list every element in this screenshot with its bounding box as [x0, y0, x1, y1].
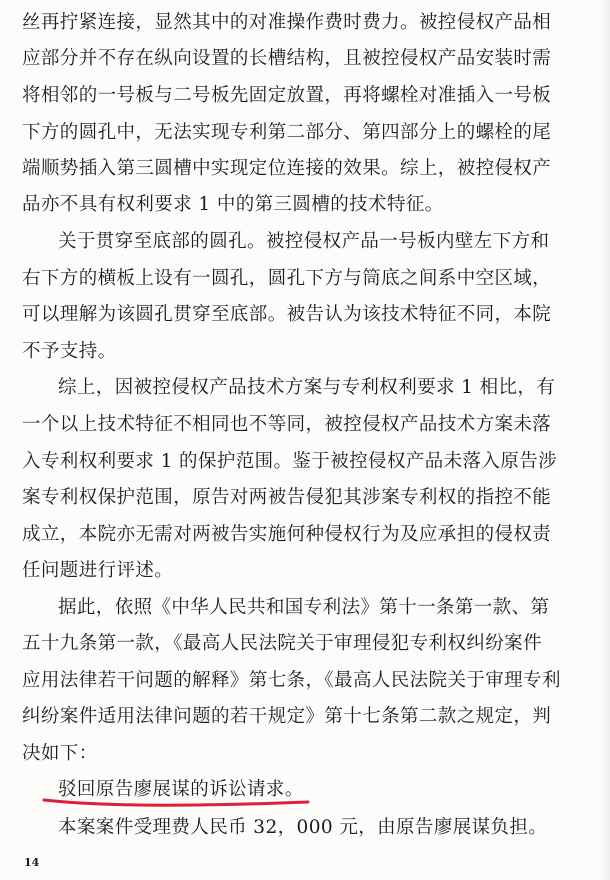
text-line: 本案案件受理费人民币 32，000 元，由原告廖展谋负担。 — [58, 817, 548, 838]
text-line: 将相邻的一号板与二号板先固定放置，再将螺栓对准插入一号板 — [22, 85, 552, 106]
text-line: 应用法律若干问题的解释》第七条，《最高人民法院关于审理专利 — [22, 670, 561, 691]
text-line: 丝再拧紧连接，显然其中的对准操作费时费力。被控侵权产品相 — [22, 12, 552, 33]
text-line: 决如下： — [22, 743, 98, 764]
judgment-ruling-line: 驳回原告廖展谋的诉讼请求。 — [58, 779, 304, 800]
text-line: 一个以上技术特征不相同也不等同，被控侵权产品技术方案未落 — [22, 414, 552, 435]
text-line: 不予支持。 — [22, 341, 117, 362]
text-line: 关于贯穿至底部的圆孔。被控侵权产品一号板内壁左下方和 — [58, 231, 550, 252]
page-number: 14 — [24, 856, 40, 869]
text-line: 案专利权保护范围，原告对两被告侵犯其涉案专利权的指控不能 — [22, 487, 552, 508]
text-line: 成立，本院亦无需对两被告实施何种侵权行为及应承担的侵权责 — [22, 524, 552, 545]
text-line: 综上，因被控侵权产品技术方案与专利权利要求 1 相比，有 — [58, 377, 556, 398]
text-line: 纠纷案件适用法律问题的若干规定》第十七条第二款之规定，判 — [22, 706, 552, 727]
text-line: 右下方的横板上设有一圆孔，圆孔下方与筒底之间系中空区域， — [22, 268, 552, 289]
text-line: 下方的圆孔中，无法实现专利第二部分、第四部分上的螺栓的尾 — [22, 122, 552, 143]
text-line: 可以理解为该圆孔贯穿至底部。被告认为该技术特征不同，本院 — [22, 304, 552, 325]
paper-edge-shadow — [598, 0, 610, 880]
text-line: 据此，依照《中华人民共和国专利法》第十一条第一款、第 — [58, 597, 550, 618]
text-line: 端顺势插入第三圆槽中实现定位连接的效果。综上，被控侵权产 — [22, 158, 552, 179]
text-line: 任问题进行评述。 — [22, 560, 174, 581]
text-line: 应部分并不存在纵向设置的长槽结构，且被控侵权产品安装时需 — [22, 48, 552, 69]
text-line: 五十九条第一款，《最高人民法院关于审理侵犯专利权纠纷案件 — [22, 633, 542, 654]
text-line: 入专利权利要求 1 的保护范围。鉴于被控侵权产品未落入原告涉 — [22, 451, 558, 472]
text-line: 品亦不具有权利要求 1 中的第三圆槽的技术特征。 — [22, 194, 444, 215]
